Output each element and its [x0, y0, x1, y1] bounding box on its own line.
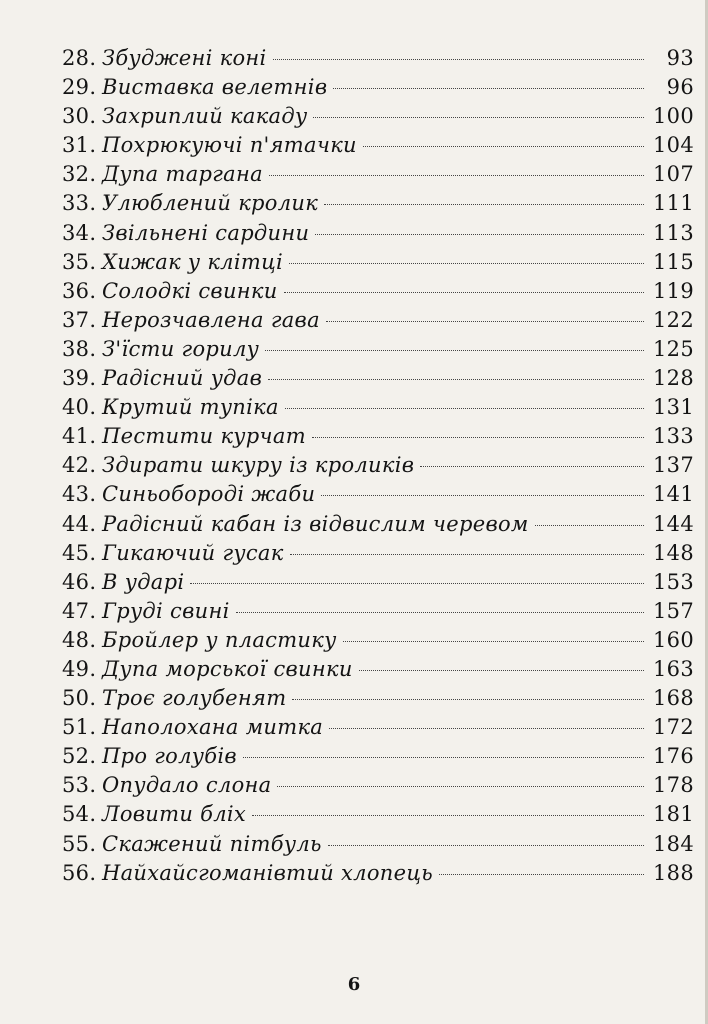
toc-entry-title: Нерозчавлена гава: [102, 307, 320, 332]
toc-entry-page: 131: [653, 395, 694, 420]
toc-entry-number: 47.: [62, 598, 97, 623]
toc-entry: [62, 393, 694, 422]
toc-entry: [62, 539, 694, 568]
toc-entry-page: 125: [653, 336, 694, 361]
toc-entry: [62, 219, 694, 248]
toc-entry-page: 111: [653, 191, 694, 216]
toc-entry-page: 157: [653, 598, 694, 623]
toc-entry: [62, 568, 694, 597]
toc-entry-page: 113: [653, 220, 694, 245]
toc-entry-title: Крутий тупіка: [102, 395, 279, 420]
toc-dot-leader: [359, 670, 644, 671]
toc-entry-title: Дупа морської свинки: [102, 656, 353, 681]
toc-dot-leader: [439, 874, 644, 875]
toc-entry-number: 34.: [62, 220, 97, 245]
toc-entry: [62, 800, 694, 829]
toc-entry-number: 56.: [62, 860, 97, 885]
toc-entry-number: 29.: [62, 75, 97, 100]
toc-entry: [62, 248, 694, 277]
toc-entry-page: 104: [653, 133, 694, 158]
toc-entry-page: 96: [666, 75, 694, 100]
toc-entry-number: 43.: [62, 482, 97, 507]
toc-dot-leader: [363, 146, 644, 147]
toc-dot-leader: [236, 612, 644, 613]
toc-entry-title: З'їсти горилу: [102, 336, 260, 361]
toc-entry-page: 188: [653, 860, 694, 885]
toc-dot-leader: [284, 292, 644, 293]
toc-entry-page: 168: [653, 686, 694, 711]
toc-entry-title: Гикаючий гусак: [102, 540, 284, 565]
toc-entry-number: 48.: [62, 627, 97, 652]
toc-entry-title: Збуджені коні: [102, 46, 267, 70]
toc-dot-leader: [292, 699, 644, 700]
toc-entry-title: Солодкі свинки: [102, 278, 278, 303]
toc-entry: [62, 626, 694, 655]
toc-entry: [62, 771, 694, 800]
toc-dot-leader: [326, 321, 644, 322]
toc-entry-number: 50.: [62, 686, 97, 711]
toc-entry-page: 148: [653, 540, 694, 565]
table-of-contents: [62, 44, 694, 888]
toc-entry-page: 160: [653, 627, 694, 652]
toc-entry-page: 115: [653, 249, 694, 274]
toc-dot-leader: [290, 554, 644, 555]
toc-entry-number: 35.: [62, 249, 97, 274]
toc-entry-number: 42.: [62, 453, 97, 478]
toc-entry-page: 176: [653, 744, 694, 769]
toc-entry-number: 41.: [62, 424, 97, 449]
toc-dot-leader: [420, 466, 644, 467]
toc-entry-number: 30.: [62, 104, 97, 129]
toc-entry: [62, 131, 694, 160]
toc-entry-title: Хижак у клітці: [102, 249, 284, 274]
toc-entry: [62, 713, 694, 742]
toc-entry-number: 46.: [62, 569, 97, 594]
toc-dot-leader: [252, 815, 644, 816]
toc-entry-title: Виставка велетнів: [102, 75, 328, 100]
toc-entry-number: 32.: [62, 162, 97, 187]
toc-entry-number: 38.: [62, 336, 97, 361]
toc-entry: [62, 597, 694, 626]
toc-entry-title: Радісний кабан із відвислим черевом: [102, 511, 529, 536]
toc-entry-title: Найхайсгоманівтий хлопець: [102, 860, 434, 885]
toc-entry: [62, 306, 694, 335]
toc-entry: [62, 451, 694, 480]
toc-entry-number: 33.: [62, 191, 97, 216]
toc-dot-leader: [313, 117, 644, 118]
toc-entry-number: 49.: [62, 656, 97, 681]
toc-entry-number: 55.: [62, 831, 97, 856]
toc-entry-number: 28.: [62, 46, 97, 70]
toc-entry: [62, 335, 694, 364]
toc-dot-leader: [315, 234, 644, 235]
toc-dot-leader: [329, 728, 644, 729]
toc-entry: [62, 44, 694, 73]
toc-dot-leader: [265, 350, 644, 351]
toc-dot-leader: [190, 583, 644, 584]
toc-entry-number: 52.: [62, 744, 97, 769]
toc-entry: [62, 480, 694, 509]
toc-entry-page: 107: [653, 162, 694, 187]
toc-entry-page: 119: [653, 278, 694, 303]
toc-entry-page: 93: [666, 46, 694, 70]
toc-entry-title: Дупа таргана: [102, 162, 263, 187]
toc-dot-leader: [273, 59, 644, 60]
toc-entry-page: 181: [653, 802, 694, 827]
toc-dot-leader: [333, 88, 644, 89]
toc-entry-page: 137: [653, 453, 694, 478]
page-number: 6: [347, 974, 361, 995]
toc-entry-number: 54.: [62, 802, 97, 827]
toc-entry: [62, 684, 694, 713]
toc-entry: [62, 655, 694, 684]
toc-entry-number: 37.: [62, 307, 97, 332]
toc-entry-page: 178: [653, 773, 694, 798]
toc-entry-page: 128: [653, 366, 694, 391]
toc-entry-number: 45.: [62, 540, 97, 565]
toc-entry-page: 141: [653, 482, 694, 507]
toc-entry-title: Пестити курчат: [102, 424, 306, 449]
toc-entry: [62, 364, 694, 393]
toc-entry-page: 133: [653, 424, 694, 449]
toc-entry-number: 44.: [62, 511, 97, 536]
toc-entry-title: Опудало слона: [102, 773, 272, 798]
toc-dot-leader: [285, 408, 644, 409]
toc-entry-number: 39.: [62, 366, 97, 391]
toc-entry-title: Звільнені сардини: [102, 220, 310, 245]
toc-dot-leader: [269, 175, 644, 176]
toc-entry-title: Улюблений кролик: [102, 191, 319, 216]
toc-entry-page: 184: [653, 831, 694, 856]
toc-entry-title: Груді свині: [102, 598, 230, 623]
toc-entry-page: 163: [653, 656, 694, 681]
toc-entry-title: Радісний удав: [102, 366, 263, 391]
toc-entry-title: Наполохана митка: [102, 715, 324, 740]
toc-entry-number: 36.: [62, 278, 97, 303]
toc-entry-number: 40.: [62, 395, 97, 420]
toc-entry: [62, 189, 694, 218]
toc-entry-title: Похрюкуючі п'ятачки: [102, 133, 357, 158]
toc-entry-title: В ударі: [102, 569, 185, 594]
toc-entry: [62, 160, 694, 189]
toc-entry: [62, 510, 694, 539]
toc-dot-leader: [312, 437, 644, 438]
toc-entry-number: 51.: [62, 715, 97, 740]
toc-entry-title: Ловити бліх: [102, 802, 247, 827]
toc-dot-leader: [343, 641, 644, 642]
toc-entry-page: 153: [653, 569, 694, 594]
toc-entry-number: 53.: [62, 773, 97, 798]
toc-entry-title: Про голубів: [102, 744, 237, 769]
toc-dot-leader: [268, 379, 644, 380]
toc-dot-leader: [535, 525, 644, 526]
toc-entry-page: 172: [653, 715, 694, 740]
toc-dot-leader: [289, 263, 644, 264]
toc-dot-leader: [328, 845, 644, 846]
toc-dot-leader: [243, 757, 644, 758]
toc-entry-title: Здирати шкуру із кроликів: [102, 453, 415, 478]
toc-entry-title: Скажений пітбуль: [102, 831, 322, 856]
toc-entry: [62, 73, 694, 102]
toc-entry: [62, 277, 694, 306]
toc-entry: [62, 422, 694, 451]
toc-entry-title: Троє голубенят: [102, 686, 287, 711]
toc-entry-title: Захриплий какаду: [102, 104, 308, 129]
toc-entry-title: Бройлер у пластику: [102, 627, 337, 652]
toc-entry: [62, 102, 694, 131]
toc-entry: [62, 830, 694, 859]
toc-entry-page: 122: [653, 307, 694, 332]
toc-entry-number: 31.: [62, 133, 97, 158]
toc-dot-leader: [321, 495, 644, 496]
toc-entry-page: 144: [653, 511, 694, 536]
toc-entry: [62, 859, 694, 888]
toc-dot-leader: [277, 786, 644, 787]
toc-dot-leader: [324, 204, 644, 205]
toc-entry-page: 100: [653, 104, 694, 129]
toc-entry: [62, 742, 694, 771]
toc-entry-title: Синьобороді жаби: [102, 482, 316, 507]
